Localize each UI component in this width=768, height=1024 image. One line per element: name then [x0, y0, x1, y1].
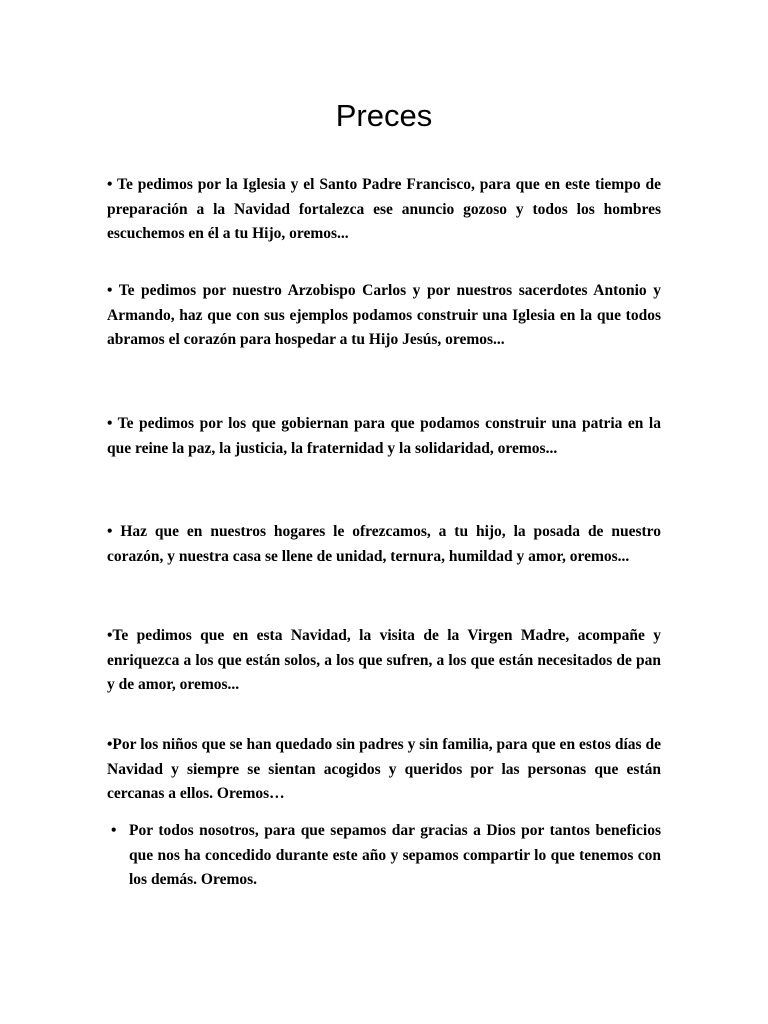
prayer-paragraph-3: • Te pedimos por los que gobiernan para que podamos construir una patria en la que reine la paz, la justicia, la fraternidad y la solidaridad, oremos... — [107, 415, 661, 457]
prayer-paragraph-5: •Te pedimos que en esta Navidad, la visita de la Virgen Madre, acompañe y enriquezca a los que están solos, a los que sufren, a los que están necesitados de pan y de amor, oremos... — [107, 627, 661, 693]
prayer-paragraph-4: • Haz que en nuestros hogares le ofrezcamos, a tu hijo, la posada de nuestro corazón, y nuestra casa se llene de unidad, ternura, humildad y amor, oremos... — [107, 523, 661, 565]
page-title: Preces — [335, 98, 433, 133]
prayer-bullet-text: Por todos nosotros, para que sepamos dar gracias a Dios por tantos beneficios que nos ha concedido durante este año y sepamos compartir lo que tenemos con los demás. Oremos. — [129, 822, 661, 888]
bullet-marker: • — [111, 822, 117, 839]
prayer-paragraph-1: • Te pedimos por la Iglesia y el Santo Padre Francisco, para que en este tiempo de preparación a la Navidad fortalezca ese anuncio gozoso y todos los hombres escuchemos en él a tu Hijo, oremos... — [107, 176, 661, 242]
prayer-paragraph-2: • Te pedimos por nuestro Arzobispo Carlos y por nuestros sacerdotes Antonio y Armando, haz que con sus ejemplos podamos construir una Iglesia en la que todos abramos el corazón para hospedar a tu Hijo Jesús, oremos... — [107, 282, 661, 348]
prayer-paragraph-6: •Por los niños que se han quedado sin padres y sin familia, para que en estos días de Navidad y siempre se sientan acogidos y queridos por las personas que están cercanas a ellos. Oremos… — [107, 736, 661, 802]
